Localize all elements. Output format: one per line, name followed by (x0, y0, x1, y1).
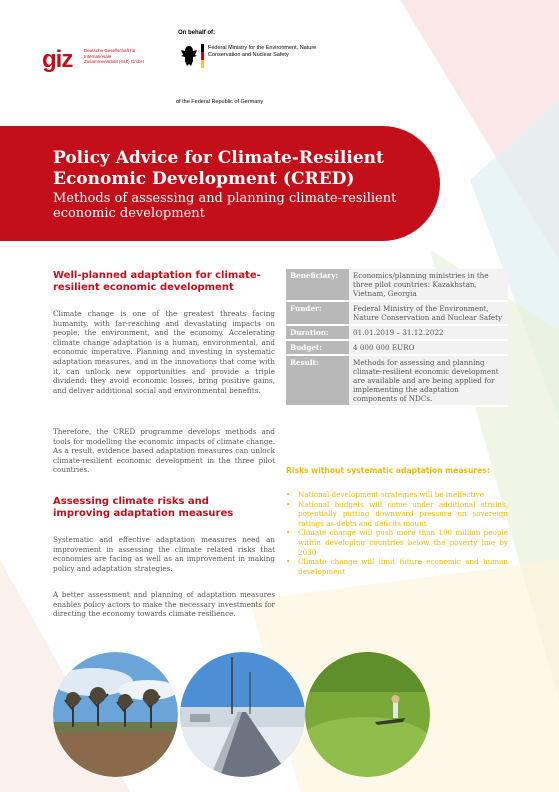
risks-heading: Risks without systematic adaptation measures: (286, 466, 490, 475)
page-subtitle: Methods of assessing and planning climate-resilient economic development (53, 191, 397, 221)
result-label: Result: (286, 355, 349, 406)
photo-field-trees (53, 652, 178, 777)
table-row (286, 340, 508, 355)
list-item: • Climate change will limit future economic and human development (286, 557, 508, 576)
section1-paragraph-1: Climate change is one of the greatest threats facing humanity, with far-reaching and devastating impacts on people, the environment, and the economy. Accelerating climate change adaptation is a human, environmental, and economic imperative. Planning and investing in systematic adaptation measures, and in the innovations that come with it, can unlock new opportunities and provide a triple dividend: they avoid economic losses, bring positive gains, and deliver additional social and environmental benefits. (53, 309, 275, 395)
page-title: Policy Advice for Climate-Resilient Economic Development (CRED) (53, 148, 384, 189)
federal-republic-label: of the Federal Republic of Germany (176, 99, 264, 105)
budget-label: Budget: (286, 340, 349, 355)
beneficiary-label: Beneficiary: (286, 269, 349, 301)
list-item: • National budgets will come under additional strains, potentially putting downward pressure on sovereign ratings as debts and deficits mount (286, 500, 508, 529)
table-row (286, 355, 508, 406)
photo-bridge-road (180, 652, 305, 777)
ministry-name: Federal Ministry for the Environment, Nature Conservation and Nuclear Safety (208, 45, 317, 58)
section-heading-assessing: Assessing climate risks and improving adaptation measures (53, 496, 234, 519)
giz-logo: giz (42, 46, 73, 73)
section-heading-adaptation: Well-planned adaptation for climate-resilient economic development (53, 270, 261, 293)
federal-eagle-icon (180, 44, 198, 68)
budget-value: 4 000 000 EURO (349, 340, 508, 355)
result-value: Methods for assessing and planning climate-resilient economic development are available and are being applied for implementing the adaptation components of NDCs. (349, 355, 508, 406)
photo-river-boat (305, 652, 430, 777)
list-item: • National development strategies will be ineffective (286, 490, 508, 500)
german-flag-icon (201, 44, 204, 68)
section1-paragraph-2: Therefore, the CRED programme develops methods and tools for modelling the economic impacts of climate change. As a result, evidence based adaptation measures can unlock climate-resilient economic development in the three pilot countries. (53, 427, 275, 475)
duration-value: 01.01.2019 – 31.12.2022 (349, 325, 508, 340)
table-row (286, 269, 508, 301)
section2-paragraph-2: A better assessment and planning of adaptation measures enables policy actors to make the necessary investments for directing the economy towards climate resilience. (53, 590, 275, 619)
giz-name: Deutsche Gesellschaft für Internationale Zusammenarbeit (GIZ) GmbH (84, 48, 144, 64)
beneficiary-value: Economics/planning ministries in the three pilot countries: Kazakhstan, Vietnam, Georgia (349, 269, 508, 301)
funder-label: Funder: (286, 301, 349, 325)
duration-label: Duration: (286, 325, 349, 340)
table-row (286, 301, 508, 325)
project-info-table (286, 269, 508, 407)
on-behalf-label: On behalf of: (178, 30, 215, 36)
risks-list (286, 490, 508, 576)
funder-value: Federal Ministry of the Environment, Nature Conservation and Nuclear Safety (349, 301, 508, 325)
list-item: • Climate change will push more than 100 million people within developing countries below the poverty line by 2030 (286, 528, 508, 557)
header (0, 0, 559, 120)
section2-paragraph-1: Systematic and effective adaptation measures need an improvement in assessing the climate related risks that economies are facing as well as an improvement in making policy and adaptation strategies. (53, 535, 275, 573)
table-row (286, 325, 508, 340)
